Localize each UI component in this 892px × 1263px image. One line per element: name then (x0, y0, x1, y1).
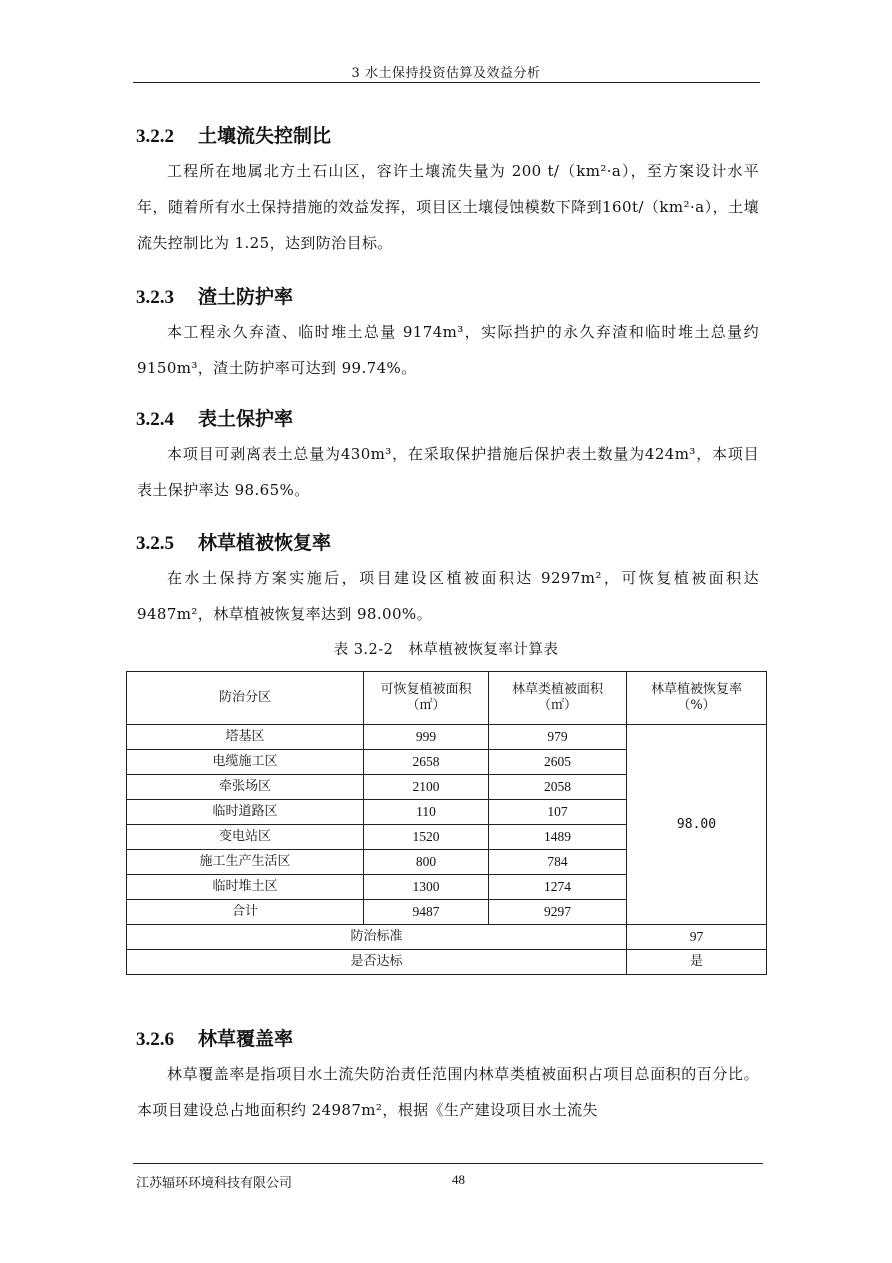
table-header-row (127, 672, 767, 725)
zone-cell: 施工生产生活区 (127, 850, 364, 875)
header-zone: 防治分区 (127, 672, 364, 725)
section-heading-3-2-4 (136, 404, 293, 431)
section-heading-3-2-6 (136, 1024, 293, 1051)
section-heading-3-2-2 (136, 121, 331, 148)
section-title: 渣土防护率 (198, 286, 294, 308)
vegetation-recovery-table (126, 671, 767, 975)
vegetated-cell: 1489 (489, 825, 627, 850)
footer-company: 江苏辐环环境科技有限公司 (136, 1176, 293, 1191)
recovery-rate-cell: 98.00 (627, 725, 767, 925)
restorable-cell: 1300 (364, 875, 489, 900)
vegetated-cell: 2605 (489, 750, 627, 775)
table-row (127, 725, 767, 750)
restorable-cell: 800 (364, 850, 489, 875)
section-heading-3-2-5 (136, 528, 331, 555)
section-title: 林草植被恢复率 (198, 532, 332, 554)
restorable-cell: 9487 (364, 900, 489, 925)
header-vegetated-area: 林草类植被面积 （㎡） (489, 672, 627, 725)
table-caption: 表 3.2-2 林草植被恢复率计算表 (333, 642, 559, 658)
section-title: 表土保护率 (198, 408, 294, 430)
vegetated-cell: 107 (489, 800, 627, 825)
vegetated-cell: 2058 (489, 775, 627, 800)
section-heading-3-2-3 (136, 282, 293, 309)
zone-cell: 合计 (127, 900, 364, 925)
section-body-3-2-3: 本工程永久弃渣、临时堆土总量 9174m³，实际挡护的永久弃渣和临时堆土总量约 9150m³，渣土防护率可达到 99.74%。 (137, 323, 759, 377)
section-number: 3.2.5 (136, 533, 174, 554)
zone-cell: 临时道路区 (127, 800, 364, 825)
restorable-cell: 999 (364, 725, 489, 750)
section-number: 3.2.4 (136, 409, 174, 430)
vegetated-cell: 9297 (489, 900, 627, 925)
restorable-cell: 2100 (364, 775, 489, 800)
running-header: 3 水土保持投资估算及效益分析 (351, 66, 541, 81)
achieved-row (127, 950, 767, 975)
zone-cell: 临时堆土区 (127, 875, 364, 900)
standard-label: 防治标准 (127, 925, 627, 950)
section-number: 3.2.6 (136, 1029, 174, 1050)
section-title: 林草覆盖率 (198, 1028, 294, 1050)
restorable-cell: 110 (364, 800, 489, 825)
section-body-3-2-5: 在水土保持方案实施后，项目建设区植被面积达 9297m²，可恢复植被面积达 9487m²，林草植被恢复率达到 98.00%。 (137, 569, 759, 623)
header-restorable-area: 可恢复植被面积 （㎡） (364, 672, 489, 725)
header-divider (133, 82, 760, 83)
footer-divider (133, 1163, 763, 1164)
vegetated-cell: 784 (489, 850, 627, 875)
zone-cell: 牵张场区 (127, 775, 364, 800)
header-recovery-rate: 林草植被恢复率 （%） (627, 672, 767, 725)
section-body-3-2-6: 林草覆盖率是指项目水土流失防治责任范围内林草类植被面积占项目总面积的百分比。本项目建设总占地面积约 24987m²，根据《生产建设项目水土流失 (137, 1065, 759, 1119)
section-title: 土壤流失控制比 (198, 125, 332, 147)
section-body-3-2-4: 本项目可剥离表土总量为430m³，在采取保护措施后保护表土数量为424m³，本项目表土保护率达 98.65%。 (137, 445, 759, 499)
section-number: 3.2.3 (136, 287, 174, 308)
standard-value: 97 (627, 925, 767, 950)
achieved-value: 是 (627, 950, 767, 975)
vegetated-cell: 1274 (489, 875, 627, 900)
page-number: 48 (452, 1172, 465, 1187)
zone-cell: 塔基区 (127, 725, 364, 750)
section-number: 3.2.2 (136, 126, 174, 147)
restorable-cell: 2658 (364, 750, 489, 775)
zone-cell: 变电站区 (127, 825, 364, 850)
restorable-cell: 1520 (364, 825, 489, 850)
zone-cell: 电缆施工区 (127, 750, 364, 775)
vegetated-cell: 979 (489, 725, 627, 750)
achieved-label: 是否达标 (127, 950, 627, 975)
section-body-3-2-2: 工程所在地属北方土石山区，容许土壤流失量为 200 t/（km²·a），至方案设计水平年，随着所有水土保持措施的效益发挥，项目区土壤侵蚀模数下降到160t/（km²·a），土壤流失控制比为 1.25，达到防治目标。 (137, 162, 759, 252)
standard-row (127, 925, 767, 950)
